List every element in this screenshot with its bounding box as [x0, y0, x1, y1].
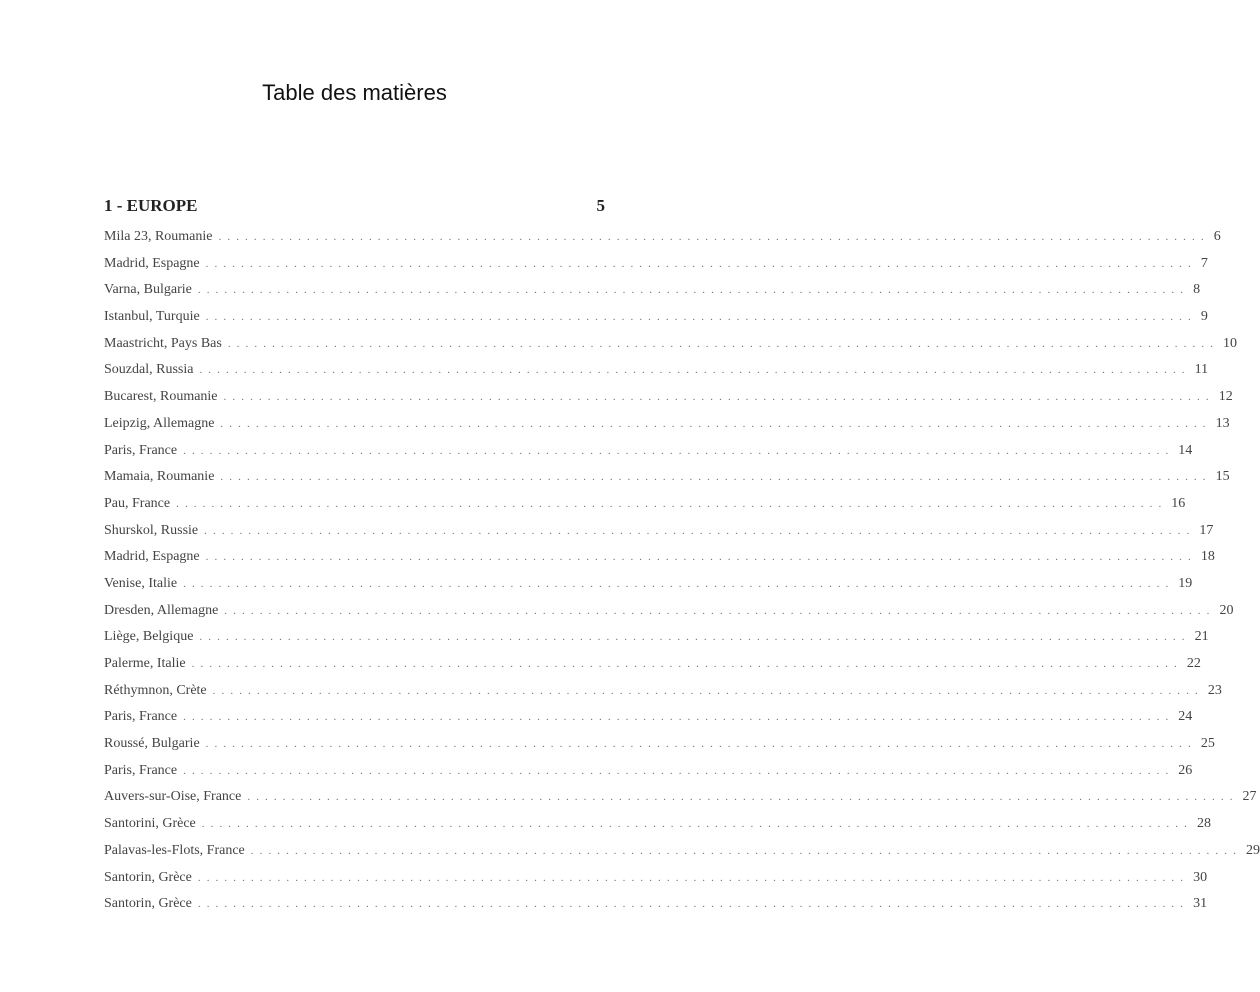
dot-leader: ................................................................................................................	[183, 764, 1175, 777]
toc-entry[interactable]	[104, 415, 1230, 443]
dot-leader: ................................................................................................................	[197, 284, 1190, 297]
entry-label: Palerme, Italie	[104, 656, 186, 671]
toc-entry[interactable]	[104, 335, 1238, 363]
toc-entry[interactable]	[104, 362, 1209, 389]
toc-entry[interactable]	[104, 842, 1260, 870]
toc-entry[interactable]	[104, 602, 1234, 630]
entry-page-number: 20	[1219, 602, 1234, 618]
entry-page-number: 11	[1194, 362, 1209, 378]
entry-label: Madrid, Espagne	[104, 549, 200, 565]
entry-page-number: 16	[1171, 495, 1186, 511]
dot-leader: ................................................................................................................	[191, 658, 1183, 670]
dot-leader: ................................................................................................................	[201, 818, 1193, 831]
toc-entry[interactable]	[104, 709, 1193, 736]
toc-entry[interactable]	[104, 736, 1215, 763]
entry-page-number: 8	[1193, 282, 1201, 298]
toc-entry-list	[104, 229, 1260, 923]
entry-label: Venise, Italie	[104, 575, 178, 591]
entry-page-number: 23	[1207, 682, 1222, 698]
toc-entry[interactable]	[104, 549, 1215, 576]
dot-leader: ................................................................................................................	[183, 577, 1175, 590]
entry-page-number: 19	[1178, 575, 1193, 591]
entry-label: Paris, France	[104, 709, 178, 725]
entry-label: Auvers-sur-Oise, France	[104, 789, 242, 805]
dot-leader: ................................................................................................................	[247, 791, 1239, 804]
dot-leader: ................................................................................................................	[197, 898, 1190, 911]
dot-leader: ................................................................................................................	[176, 497, 1168, 510]
entry-label: Madrid, Espagne	[104, 255, 200, 271]
dot-leader: ................................................................................................................	[183, 444, 1175, 457]
toc-entry[interactable]	[104, 309, 1208, 336]
entry-page-number: 10	[1223, 335, 1238, 351]
entry-page-number: 17	[1199, 522, 1214, 538]
entry-page-number: 14	[1178, 442, 1193, 458]
dot-leader: ................................................................................................................	[220, 471, 1212, 484]
toc-entry[interactable]	[104, 442, 1193, 470]
entry-label: Paris, France	[104, 442, 178, 458]
entry-page-number: 15	[1215, 469, 1230, 485]
toc-entry[interactable]	[104, 629, 1209, 656]
entry-page-number: 31	[1193, 896, 1208, 912]
entry-label: Paris, France	[104, 762, 178, 778]
dot-leader: ................................................................................................................	[204, 524, 1196, 537]
entry-page-number: 26	[1178, 762, 1193, 778]
dot-leader: ................................................................................................................	[250, 844, 1242, 857]
toc-entry[interactable]	[104, 255, 1208, 283]
dot-leader: ................................................................................................................	[199, 364, 1191, 377]
dot-leader: ................................................................................................................	[197, 871, 1190, 884]
dot-leader: ................................................................................................................	[205, 738, 1197, 751]
entry-label: Réthymnon, Crète	[104, 682, 207, 698]
entry-page-number: 18	[1200, 549, 1215, 565]
entry-label: Maastricht, Pays Bas	[104, 335, 222, 351]
dot-leader: ................................................................................................................	[205, 257, 1197, 270]
entry-label: Santorin, Grèce	[104, 869, 192, 885]
dot-leader: ................................................................................................................	[199, 631, 1191, 644]
entry-page-number: 9	[1200, 309, 1208, 325]
dot-leader: ................................................................................................................	[223, 391, 1215, 404]
entry-label: Pau, France	[104, 495, 171, 511]
dot-leader: ................................................................................................................	[205, 551, 1197, 564]
entry-label: Shurskol, Russie	[104, 522, 199, 538]
entry-page-number: 29	[1245, 842, 1260, 858]
dot-leader: ................................................................................................................	[183, 711, 1175, 724]
toc-entry[interactable]	[104, 816, 1211, 843]
entry-page-number: 27	[1242, 789, 1257, 805]
dot-leader: ................................................................................................................	[205, 311, 1197, 324]
entry-label: Varna, Bulgarie	[104, 282, 192, 298]
chapter-page-number: 5	[596, 196, 605, 215]
entry-label: Santorin, Grèce	[104, 896, 192, 912]
dot-leader: ................................................................................................................	[227, 337, 1220, 350]
dot-leader: ................................................................................................................	[218, 231, 1210, 243]
entry-label: Palavas-les-Flots, France	[104, 842, 245, 858]
entry-label: Bucarest, Roumanie	[104, 389, 218, 405]
entry-page-number: 6	[1213, 229, 1221, 244]
toc-entry[interactable]	[104, 229, 1221, 256]
entry-page-number: 22	[1186, 656, 1201, 671]
entry-page-number: 21	[1194, 629, 1209, 645]
toc-entry[interactable]	[104, 896, 1208, 923]
toc-entry[interactable]	[104, 656, 1201, 683]
entry-page-number: 24	[1178, 709, 1193, 725]
toc-entry[interactable]	[104, 575, 1193, 603]
entry-label: Liège, Belgique	[104, 629, 194, 645]
entry-label: Istanbul, Turquie	[104, 309, 200, 325]
entry-label: Santorini, Grèce	[104, 816, 196, 832]
entry-label: Souzdal, Russia	[104, 362, 194, 378]
dot-leader: ................................................................................................................	[220, 417, 1212, 430]
dot-leader: ................................................................................................................	[224, 604, 1216, 617]
toc-entry[interactable]	[104, 522, 1214, 550]
chapter-title: 1 - EUROPE	[104, 196, 198, 215]
toc-entry[interactable]	[104, 282, 1201, 309]
entry-label: Leipzig, Allemagne	[104, 415, 215, 431]
entry-label: Mamaia, Roumanie	[104, 469, 215, 485]
toc-entry[interactable]	[104, 869, 1208, 897]
toc-entry[interactable]	[104, 469, 1230, 496]
chapter-heading[interactable]	[104, 196, 605, 216]
toc-entry[interactable]	[104, 389, 1233, 416]
entry-page-number: 7	[1200, 255, 1208, 271]
page-title: Table des matières	[262, 80, 447, 105]
entry-page-number: 28	[1196, 816, 1211, 832]
entry-label: Roussé, Bulgarie	[104, 736, 200, 752]
toc-entry[interactable]	[104, 682, 1222, 710]
entry-page-number: 30	[1193, 869, 1208, 885]
toc-entry[interactable]	[104, 495, 1186, 523]
toc-entry[interactable]	[104, 789, 1257, 816]
entry-label: Dresden, Allemagne	[104, 602, 219, 618]
entry-page-number: 13	[1215, 415, 1230, 431]
entry-page-number: 12	[1218, 389, 1233, 405]
entry-page-number: 25	[1200, 736, 1215, 752]
toc-entry[interactable]	[104, 762, 1193, 790]
entry-label: Mila 23, Roumanie	[104, 229, 213, 244]
dot-leader: ................................................................................................................	[212, 684, 1204, 697]
